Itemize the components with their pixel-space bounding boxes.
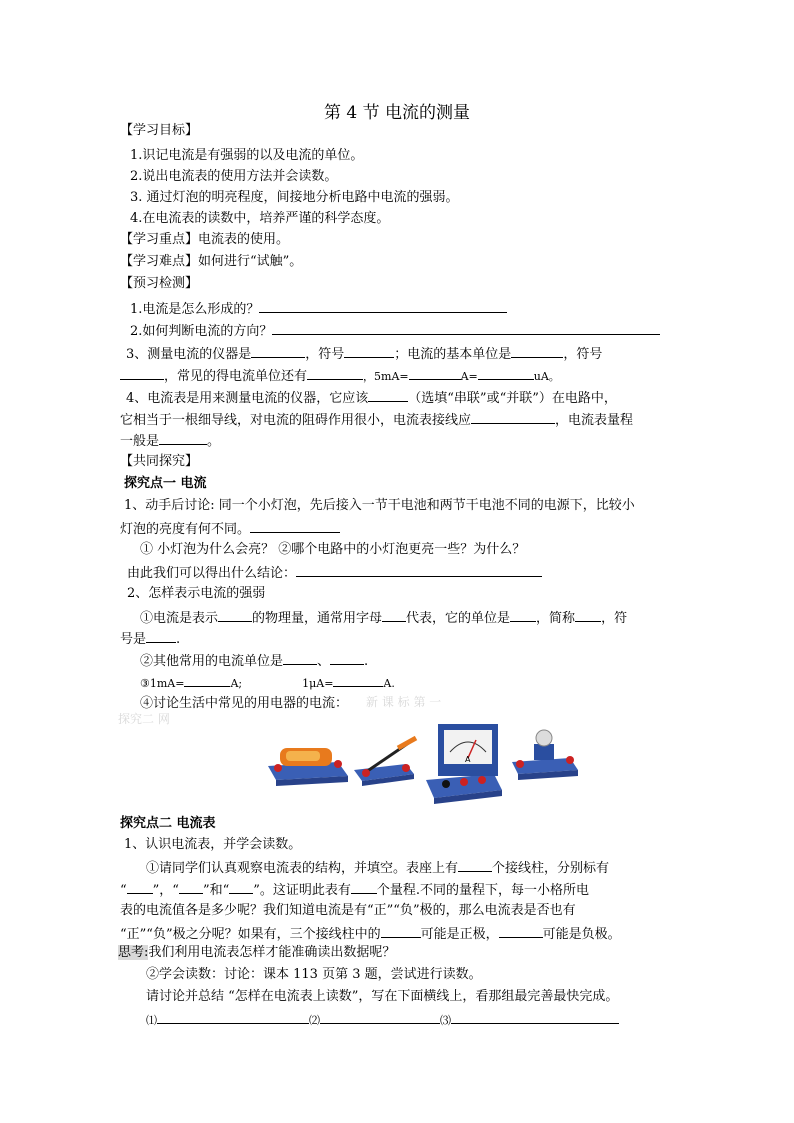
switch-icon (354, 738, 416, 786)
question-text: ，符号 (305, 347, 345, 362)
explore2-a (146, 858, 609, 878)
question-text: A; (230, 677, 243, 690)
answer-blank[interactable] (259, 299, 507, 313)
explore-point-2-title: 探究点二 电流表 (120, 816, 216, 831)
answer-blank[interactable] (478, 366, 534, 380)
question-text: （选填“串联”或“并联”）在电路中， (408, 391, 617, 406)
difficulty-label: 【学习难点】 (120, 254, 199, 269)
question-text: ⑶ (440, 1014, 451, 1027)
question-text: ，符 (601, 611, 628, 626)
answer-blank[interactable] (344, 344, 394, 358)
explore2-f: 请讨论并总结 “怎样在电流表上读数”，写在下面横线上，看那组最完善最快完成。 (146, 989, 619, 1004)
answer-blank[interactable] (283, 651, 317, 665)
question-text: . (176, 632, 181, 647)
explore-point-1-title: 探究点一 电流 (124, 476, 207, 491)
question-text: . (364, 654, 369, 669)
answer-blank[interactable] (409, 366, 461, 380)
question-text: ，常见的得电流单位还有 (164, 369, 308, 384)
focus-text: 电流表的使用。 (198, 232, 290, 247)
question-text: 可能是负极。 (542, 927, 621, 942)
answer-blank[interactable] (510, 608, 536, 622)
question-text: “ (120, 883, 127, 898)
answer-blank[interactable] (218, 608, 252, 622)
explore-q2c (140, 673, 395, 693)
battery-icon (268, 748, 348, 786)
question-text: 1.电流是怎么形成的？ (130, 302, 260, 317)
think-label: 思考: (118, 945, 149, 960)
question-text: ，符号 (563, 347, 603, 362)
explore-q2a (140, 608, 627, 628)
question-text: ，电流表量程 (555, 413, 634, 428)
ammeter-icon (426, 724, 502, 804)
question-text: ”和“ (202, 883, 230, 898)
think-line (118, 944, 395, 962)
answer-blank[interactable] (127, 880, 153, 894)
answer-blank[interactable] (296, 563, 542, 577)
question-text: 它相当于一根细导线，对电流的阻碍作用很小，电流表接线应 (120, 413, 472, 428)
preview-q3-cont (120, 366, 560, 386)
question-text: ，简称 (536, 611, 576, 626)
answer-blank[interactable] (330, 651, 364, 665)
answer-blank[interactable] (157, 1010, 309, 1024)
answer-blank[interactable] (159, 431, 207, 445)
question-text: 3、测量电流的仪器是 (126, 347, 252, 362)
answer-blank[interactable] (184, 673, 230, 687)
answer-blank[interactable] (451, 1010, 619, 1024)
answer-blank[interactable] (307, 366, 363, 380)
question-text: ；电流的基本单位是 (394, 347, 512, 362)
difficulty-text: 如何进行“试触”。 (198, 254, 303, 269)
answer-blank[interactable] (368, 388, 408, 402)
question-text: 灯泡的亮度有何不同。 (120, 522, 251, 537)
question-text: 2.如何判断电流的方向？ (130, 324, 273, 339)
explore-q2a-cont (120, 629, 180, 649)
explore-q1-sub: ① 小灯泡为什么会亮？ ②哪个电路中的小灯泡更亮一些？为什么？ (140, 542, 526, 557)
question-text: ，5mA= (363, 370, 409, 383)
question-text: A. (383, 677, 395, 690)
preview-q4-cont (120, 410, 633, 430)
answer-blank[interactable] (229, 880, 253, 894)
explore2-b (120, 880, 589, 900)
explore2-e: ②学会读数：讨论：课本 113 页第 3 题，尝试进行读数。 (146, 967, 482, 982)
answer-blank[interactable] (458, 858, 492, 872)
explore2-q1: 1、认识电流表，并学会读数。 (124, 837, 302, 852)
preview-q1 (130, 299, 507, 319)
question-text: 由此我们可以得出什么结论： (127, 566, 297, 581)
question-text: ③1mA= (140, 677, 185, 690)
explore-q1-cont (120, 519, 340, 539)
answer-blank[interactable] (333, 673, 383, 687)
question-text: 、 (317, 654, 331, 669)
answer-blank[interactable] (250, 519, 340, 533)
explore2-d (120, 924, 621, 944)
question-text: 可能是正极， (420, 927, 499, 942)
question-text: 号是 (120, 632, 147, 647)
preview-q4-cont2 (120, 431, 220, 451)
explore2-c: 表的电流值各是多少呢？我们知道电流是有“正”“负”极的，那么电流表是否也有 (120, 903, 576, 918)
objective-item: 2.说出电流表的使用方法并会读数。 (130, 169, 338, 184)
question-text: 代表，它的单位是 (406, 611, 511, 626)
question-text: ⑵ (309, 1014, 320, 1027)
objective-item: 4.在电流表的读数中，培养严谨的科学态度。 (130, 211, 390, 226)
explore2-g (146, 1010, 619, 1030)
watermark-text: 探究二 网 (118, 712, 170, 726)
preview-q4 (126, 388, 617, 408)
answer-blank[interactable] (499, 924, 543, 938)
answer-blank[interactable] (381, 924, 421, 938)
objectives-heading: 【学习目标】 (120, 123, 199, 138)
objective-item: 3. 通过灯泡的明亮程度，间接地分析电路中电流的强弱。 (130, 190, 459, 205)
think-text: 我们利用电流表怎样才能准确读出数据呢？ (148, 945, 396, 960)
answer-blank[interactable] (272, 321, 660, 335)
question-text: ①电流是表示 (140, 611, 219, 626)
answer-blank[interactable] (471, 410, 555, 424)
equipment-illustration (266, 718, 586, 808)
explore-q1: 1、动手后讨论: 同一个小灯泡，先后接入一节干电池和两节干电池不同的电源下，比较小 (124, 498, 635, 513)
answer-blank[interactable] (575, 608, 601, 622)
question-text: uA。 (533, 370, 560, 383)
preview-heading: 【预习检测】 (120, 276, 199, 291)
focus-line (120, 231, 289, 249)
answer-blank[interactable] (351, 880, 377, 894)
focus-label: 【学习重点】 (120, 232, 199, 247)
question-text: ②其他常用的电流单位是 (140, 654, 284, 669)
answer-blank[interactable] (382, 608, 406, 622)
explore-conclusion (127, 563, 542, 583)
question-text: 个量程.不同的量程下，每一小格所电 (376, 883, 590, 898)
question-text: 个接线柱，分别标有 (492, 861, 610, 876)
ammeter-label: A (465, 755, 471, 764)
difficulty-line (120, 253, 302, 271)
objective-item: 1.识记电流是有强弱的以及电流的单位。 (130, 148, 364, 163)
page-title: 第 4 节 电流的测量 (323, 103, 471, 123)
question-text: ”，“ (152, 883, 179, 898)
question-text: 4、电流表是用来测量电流的仪器，它应该 (126, 391, 369, 406)
question-text: “正”“负”极之分呢？如果有，三个接线柱中的 (120, 927, 381, 942)
answer-blank[interactable] (511, 344, 563, 358)
preview-q3 (126, 344, 602, 364)
question-text: ⑴ (146, 1014, 157, 1027)
question-text: 的物理量，通常用字母 (252, 611, 383, 626)
watermark-text: 新 课 标 第 一 (366, 695, 442, 709)
answer-blank[interactable] (251, 344, 305, 358)
preview-q2 (130, 321, 660, 341)
explore-heading: 【共同探究】 (120, 454, 199, 469)
answer-blank[interactable] (146, 629, 176, 643)
explore-q2b (140, 651, 368, 671)
lamp-holder-icon (512, 730, 578, 780)
question-text: 1μA= (302, 677, 334, 690)
question-text: ”。这证明此表有 (253, 883, 351, 898)
question-text: 一般是 (120, 434, 160, 449)
answer-blank[interactable] (120, 366, 164, 380)
answer-blank[interactable] (179, 880, 203, 894)
question-text: ①请同学们认真观察电流表的结构，并填空。表座上有 (146, 861, 459, 876)
answer-blank[interactable] (320, 1010, 440, 1024)
question-text: 。 (207, 434, 221, 449)
explore-q2: 2、怎样表示电流的强弱 (127, 586, 266, 601)
explore-q2d: ④讨论生活中常见的用电器的电流： (140, 696, 349, 711)
question-text: A= (460, 370, 478, 383)
